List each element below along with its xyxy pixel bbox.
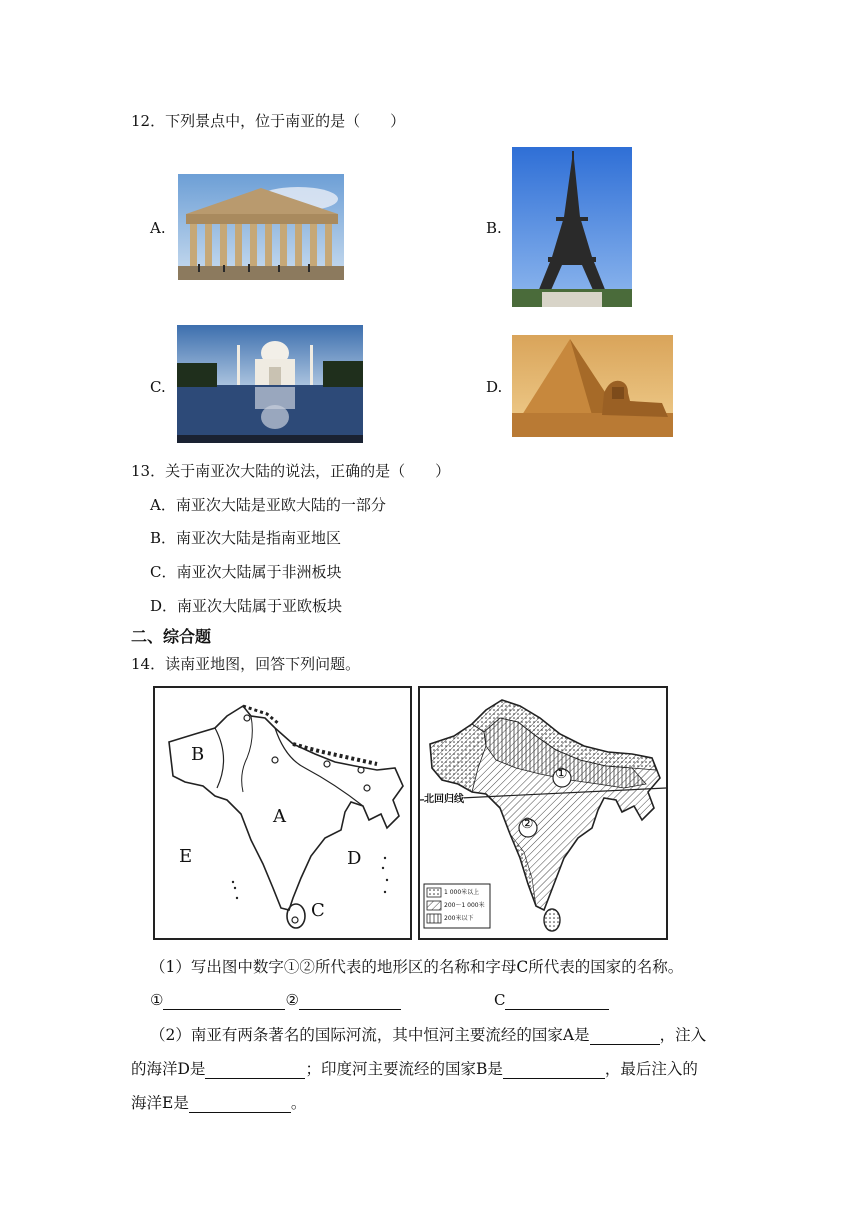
q12-option-a-letter: A. (150, 219, 166, 237)
q14-stem: 14．读南亚地图，回答下列问题。 (131, 655, 361, 673)
legend-mid: 200～1 000米 (444, 902, 485, 909)
legend-high: 1 000米以上 (444, 889, 480, 896)
q14-sub1-answer-c (494, 990, 609, 1010)
sub2-line2-suffix: ，最后注入的 (604, 1060, 698, 1078)
sub2-line2-text: 的海洋D是 (131, 1060, 206, 1078)
answer-blank-b[interactable] (503, 1060, 605, 1079)
sub2-line1-suffix: ，注入 (659, 1026, 707, 1044)
legend-low: 200米以下 (444, 915, 474, 922)
south-asia-terrain-map (418, 686, 668, 940)
q13-option-b[interactable]: B．南亚次大陆是指南亚地区 (150, 529, 342, 547)
q14-sub2-line1 (150, 1025, 706, 1045)
terrain-label-1: ① (555, 766, 568, 782)
section-heading: 二、综合题 (131, 627, 212, 646)
eiffel-tower-photo[interactable] (512, 147, 632, 307)
answer-blank-1[interactable] (163, 991, 285, 1010)
answer-blank-2[interactable] (299, 991, 401, 1010)
q14-sub2-line2 (131, 1059, 698, 1079)
map-label-c: C (311, 900, 325, 921)
q12-stem: 12．下列景点中，位于南亚的是（ ） (131, 112, 406, 130)
sub2-line2-mid: ；印度河主要流经的国家B是 (305, 1060, 503, 1078)
map-label-a: A (273, 806, 286, 827)
blank3-label: C (494, 991, 506, 1009)
q13-stem: 13．关于南亚次大陆的说法，正确的是（ ） (131, 462, 451, 480)
tropic-of-cancer-label: 北回归线 (424, 790, 464, 805)
map-label-b: B (191, 744, 205, 765)
taj-mahal-photo[interactable] (177, 325, 363, 443)
answer-blank-a[interactable] (590, 1026, 660, 1045)
q14-sub2-line3 (131, 1093, 306, 1113)
q13-option-c[interactable]: C．南亚次大陆属于非洲板块 (150, 563, 342, 581)
q12-option-d-letter: D. (486, 378, 503, 396)
blank2-label: ② (285, 991, 299, 1009)
q14-sub1-answers (150, 990, 401, 1010)
pyramid-sphinx-photo[interactable] (512, 335, 673, 437)
sub2-line3-text: 海洋E是 (131, 1094, 189, 1112)
answer-blank-e[interactable] (189, 1094, 291, 1113)
sub2-line3-suffix: 。 (290, 1094, 307, 1112)
terrain-label-2: ② (521, 816, 534, 832)
parthenon-photo[interactable] (178, 174, 344, 280)
map-label-e: E (179, 846, 193, 867)
q12-option-b-letter: B. (486, 219, 502, 237)
q13-option-d[interactable]: D．南亚次大陆属于亚欧板块 (150, 597, 343, 615)
q13-option-a[interactable]: A．南亚次大陆是亚欧大陆的一部分 (150, 496, 386, 514)
blank1-label: ① (150, 991, 164, 1009)
answer-blank-d[interactable] (205, 1060, 305, 1079)
sub2-line1-text: （2）南亚有两条著名的国际河流，其中恒河主要流经的国家A是 (150, 1026, 590, 1044)
q14-sub1-text: （1）写出图中数字①②所代表的地形区的名称和字母C所代表的国家的名称。 (150, 958, 684, 976)
map-label-d: D (347, 848, 362, 869)
q12-option-c-letter: C. (150, 378, 166, 396)
south-asia-political-map (153, 686, 412, 940)
answer-blank-c[interactable] (505, 991, 609, 1010)
